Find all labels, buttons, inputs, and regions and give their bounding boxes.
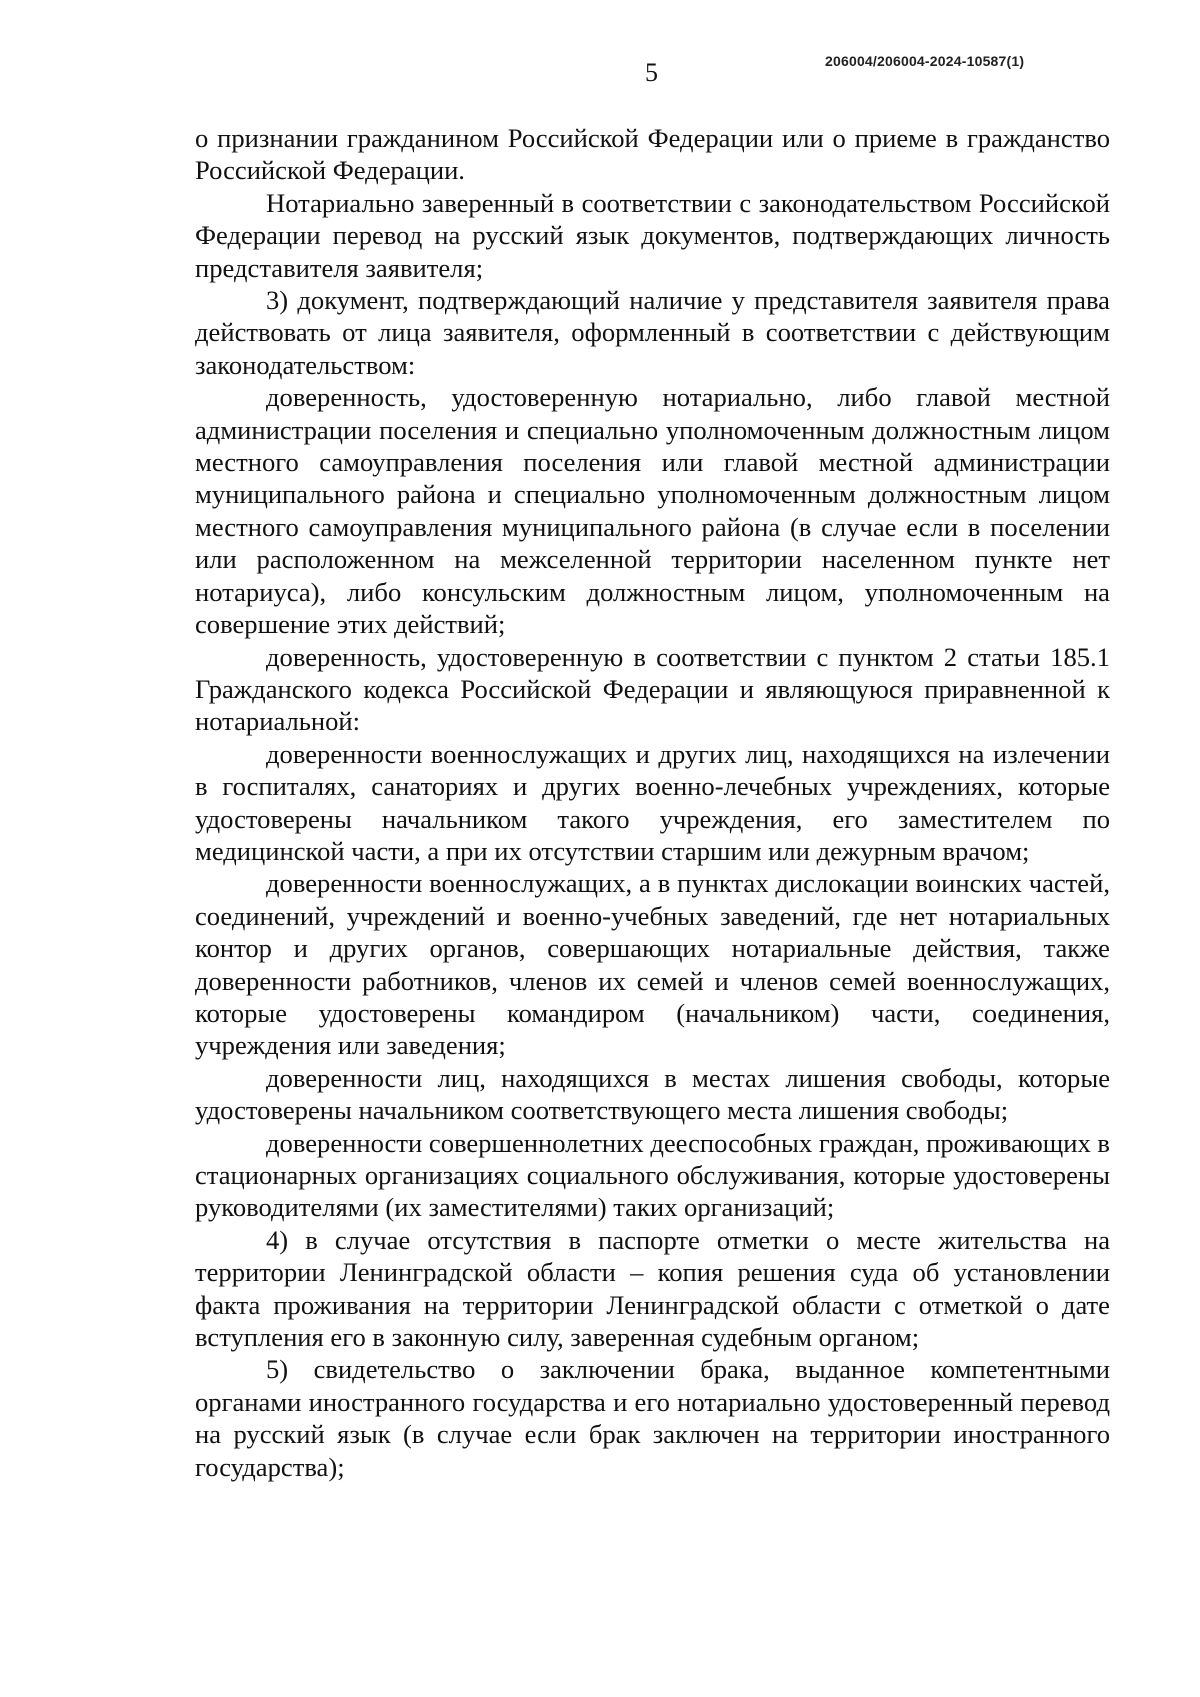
paragraph-item-3: 3) документ, подтверждающий наличие у представителя заявителя права действовать от лица заявителя, оформленный в соответствии с действующим законодательством: — [195, 285, 1110, 380]
paragraph-military-hospital: доверенности военнослужащих и других лиц, находящихся на излечении в госпиталях, санаториях и других военно-лечебных учреждениях, которые удостоверены начальником такого учреждения, его заместителем по медицинской части, а при их отсутствии старшим или дежурным врачом; — [195, 738, 1110, 866]
paragraph-citizenship-decision: о признании гражданином Российской Федерации или о приеме в гражданство Российской Федерации. — [195, 123, 1110, 186]
page-number: 5 — [645, 58, 658, 87]
paragraph-item-5: 5) свидетельство о заключении брака, выданное компетентными органами иностранного государства и его нотариально удостоверенный перевод на русский язык (в случае если брак заключен на территории иностранного государства); — [195, 1354, 1110, 1482]
document-id: 206004/206004-2024-10587(1) — [825, 53, 1025, 69]
paragraph-detention: доверенности лиц, находящихся в местах лишения свободы, которые удостоверены начальником соответствующего места лишения свободы; — [195, 1062, 1110, 1126]
paragraph-notarized-translation: Нотариально заверенный в соответствии с законодательством Российской Федерации перевод на русский язык документов, подтверждающих личность представителя заявителя; — [195, 187, 1110, 283]
paragraph-power-of-attorney-art-185: доверенность, удостоверенную в соответствии с пунктом 2 статьи 185.1 Гражданского кодекса Российской Федерации и являющуюся приравненной к нотариальной: — [195, 641, 1110, 737]
paragraph-social-care: доверенности совершеннолетних дееспособных граждан, проживающих в стационарных организациях социального обслуживания, которые удостоверены руководителями (их заместителями) таких организаций; — [195, 1127, 1110, 1223]
paragraph-military-units: доверенности военнослужащих, а в пунктах дислокации воинских частей, соединений, учреждений и военно-учебных заведений, где нет нотариальных контор и других органов, совершающих нотариальные действия, также доверенности работников, членов их семей и членов семей военнослужащих, которые удостоверены командиром (начальником) части, соединения, учреждения или заведения; — [195, 868, 1110, 1061]
paragraph-notarized-power-of-attorney: доверенность, удостоверенную нотариально, либо главой местной администрации поселения и специально уполномоченным должностным лицом местного самоуправления поселения или главой местной администрации муниципального района и специально уполномоченным должностным лицом местного самоуправления муниципального района (в случае если в поселении или расположенном на межселенной территории населенном пункте нет нотариуса), либо консульским должностным лицом, уполномоченным на совершение этих действий; — [195, 382, 1110, 640]
document-body — [195, 122, 1110, 1483]
paragraph-item-4: 4) в случае отсутствия в паспорте отметки о месте жительства на территории Ленинградской области – копия решения суда об установлении факта проживания на территории Ленинградской области с отметкой о дате вступления его в законную силу, заверенная судебным органом; — [195, 1224, 1110, 1353]
